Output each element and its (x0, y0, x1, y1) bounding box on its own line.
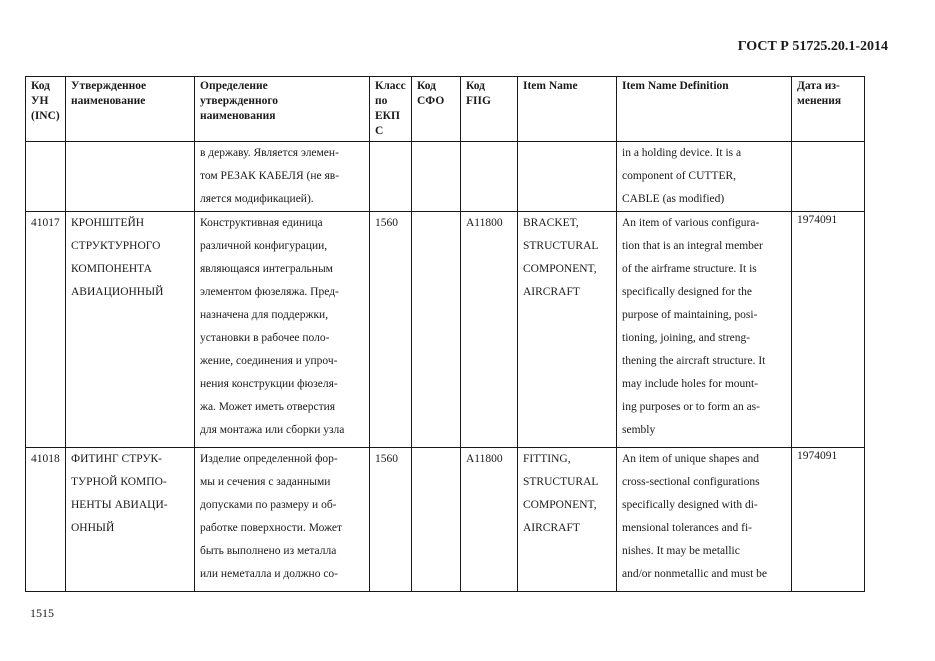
column-header-fiig: Код FIIG (461, 77, 518, 142)
cell-inc (26, 142, 66, 212)
cell-fiig: A11800 (461, 448, 518, 592)
cell-inc: 41017 (26, 212, 66, 448)
cell-change-date: 1974091 (792, 448, 865, 592)
cell-item-name: BRACKET, STRUCTURAL COMPONENT, AIRCRAFT (518, 212, 617, 448)
cell-item-definition: An item of various configura- tion that is an integral member of the airframe structure. It is specifically designed for the purpose of maintaining, posi- tioning, joining, and streng- thening the aircraft structure. It may include holes for mount- ing purposes or to form an as- sembly (617, 212, 792, 448)
cell-item-definition: An item of unique shapes and cross-sectional configurations specifically designed with di- mensional tolerances and fi- nishes. It may be metallic and/or nonmetallic and must be (617, 448, 792, 592)
table-row (26, 212, 865, 448)
cell-class (370, 142, 412, 212)
cell-definition: Конструктивная единица различной конфигурации, являющаяся интегральным элементом фюзеляжа. Пред- назначена для поддержки, установки в рабочее поло- жение, соединения и упроч- нения конструкции фюзеля- жа. Может иметь отверстия для монтажа или сборки узла (195, 212, 370, 448)
table-row (26, 142, 865, 212)
cell-item-name (518, 142, 617, 212)
cell-approved-name (66, 142, 195, 212)
column-header-item-name: Item Name (518, 77, 617, 142)
cell-class: 1560 (370, 448, 412, 592)
column-header-approved-name: Утвержденное наименование (66, 77, 195, 142)
table-header-row (26, 77, 865, 142)
cell-change-date (792, 142, 865, 212)
column-header-change-date: Дата из- менения (792, 77, 865, 142)
column-header-sfo: Код СФО (412, 77, 461, 142)
column-header-class: Класс по ЕКП С (370, 77, 412, 142)
cell-change-date: 1974091 (792, 212, 865, 448)
cell-inc: 41018 (26, 448, 66, 592)
cell-sfo (412, 142, 461, 212)
cell-approved-name: КРОНШТЕЙН СТРУКТУРНОГО КОМПОНЕНТА АВИАЦИОННЫЙ (66, 212, 195, 448)
table-row (26, 448, 865, 592)
column-header-item-name-definition: Item Name Definition (617, 77, 792, 142)
cell-definition: в державу. Является элемен- том РЕЗАК КАБЕЛЯ (не яв- ляется модификацией). (195, 142, 370, 212)
cell-item-definition: in a holding device. It is a component of CUTTER, CABLE (as modified) (617, 142, 792, 212)
catalog-table (25, 76, 865, 592)
cell-definition: Изделие определенной фор- мы и сечения с заданными допусками по размеру и об- работке поверхности. Может быть выполнено из металла или неметалла и должно со- (195, 448, 370, 592)
document-title: ГОСТ Р 51725.20.1-2014 (737, 39, 888, 54)
cell-fiig (461, 142, 518, 212)
cell-item-name: FITTING, STRUCTURAL COMPONENT, AIRCRAFT (518, 448, 617, 592)
cell-class: 1560 (370, 212, 412, 448)
page-number: 1515 (30, 606, 54, 620)
cell-fiig: A11800 (461, 212, 518, 448)
column-header-inc: Код УН (INC) (26, 77, 66, 142)
cell-sfo (412, 212, 461, 448)
cell-approved-name: ФИТИНГ СТРУК- ТУРНОЙ КОМПО- НЕНТЫ АВИАЦИ- ОННЫЙ (66, 448, 195, 592)
column-header-definition: Определение утвержденного наименования (195, 77, 370, 142)
cell-sfo (412, 448, 461, 592)
